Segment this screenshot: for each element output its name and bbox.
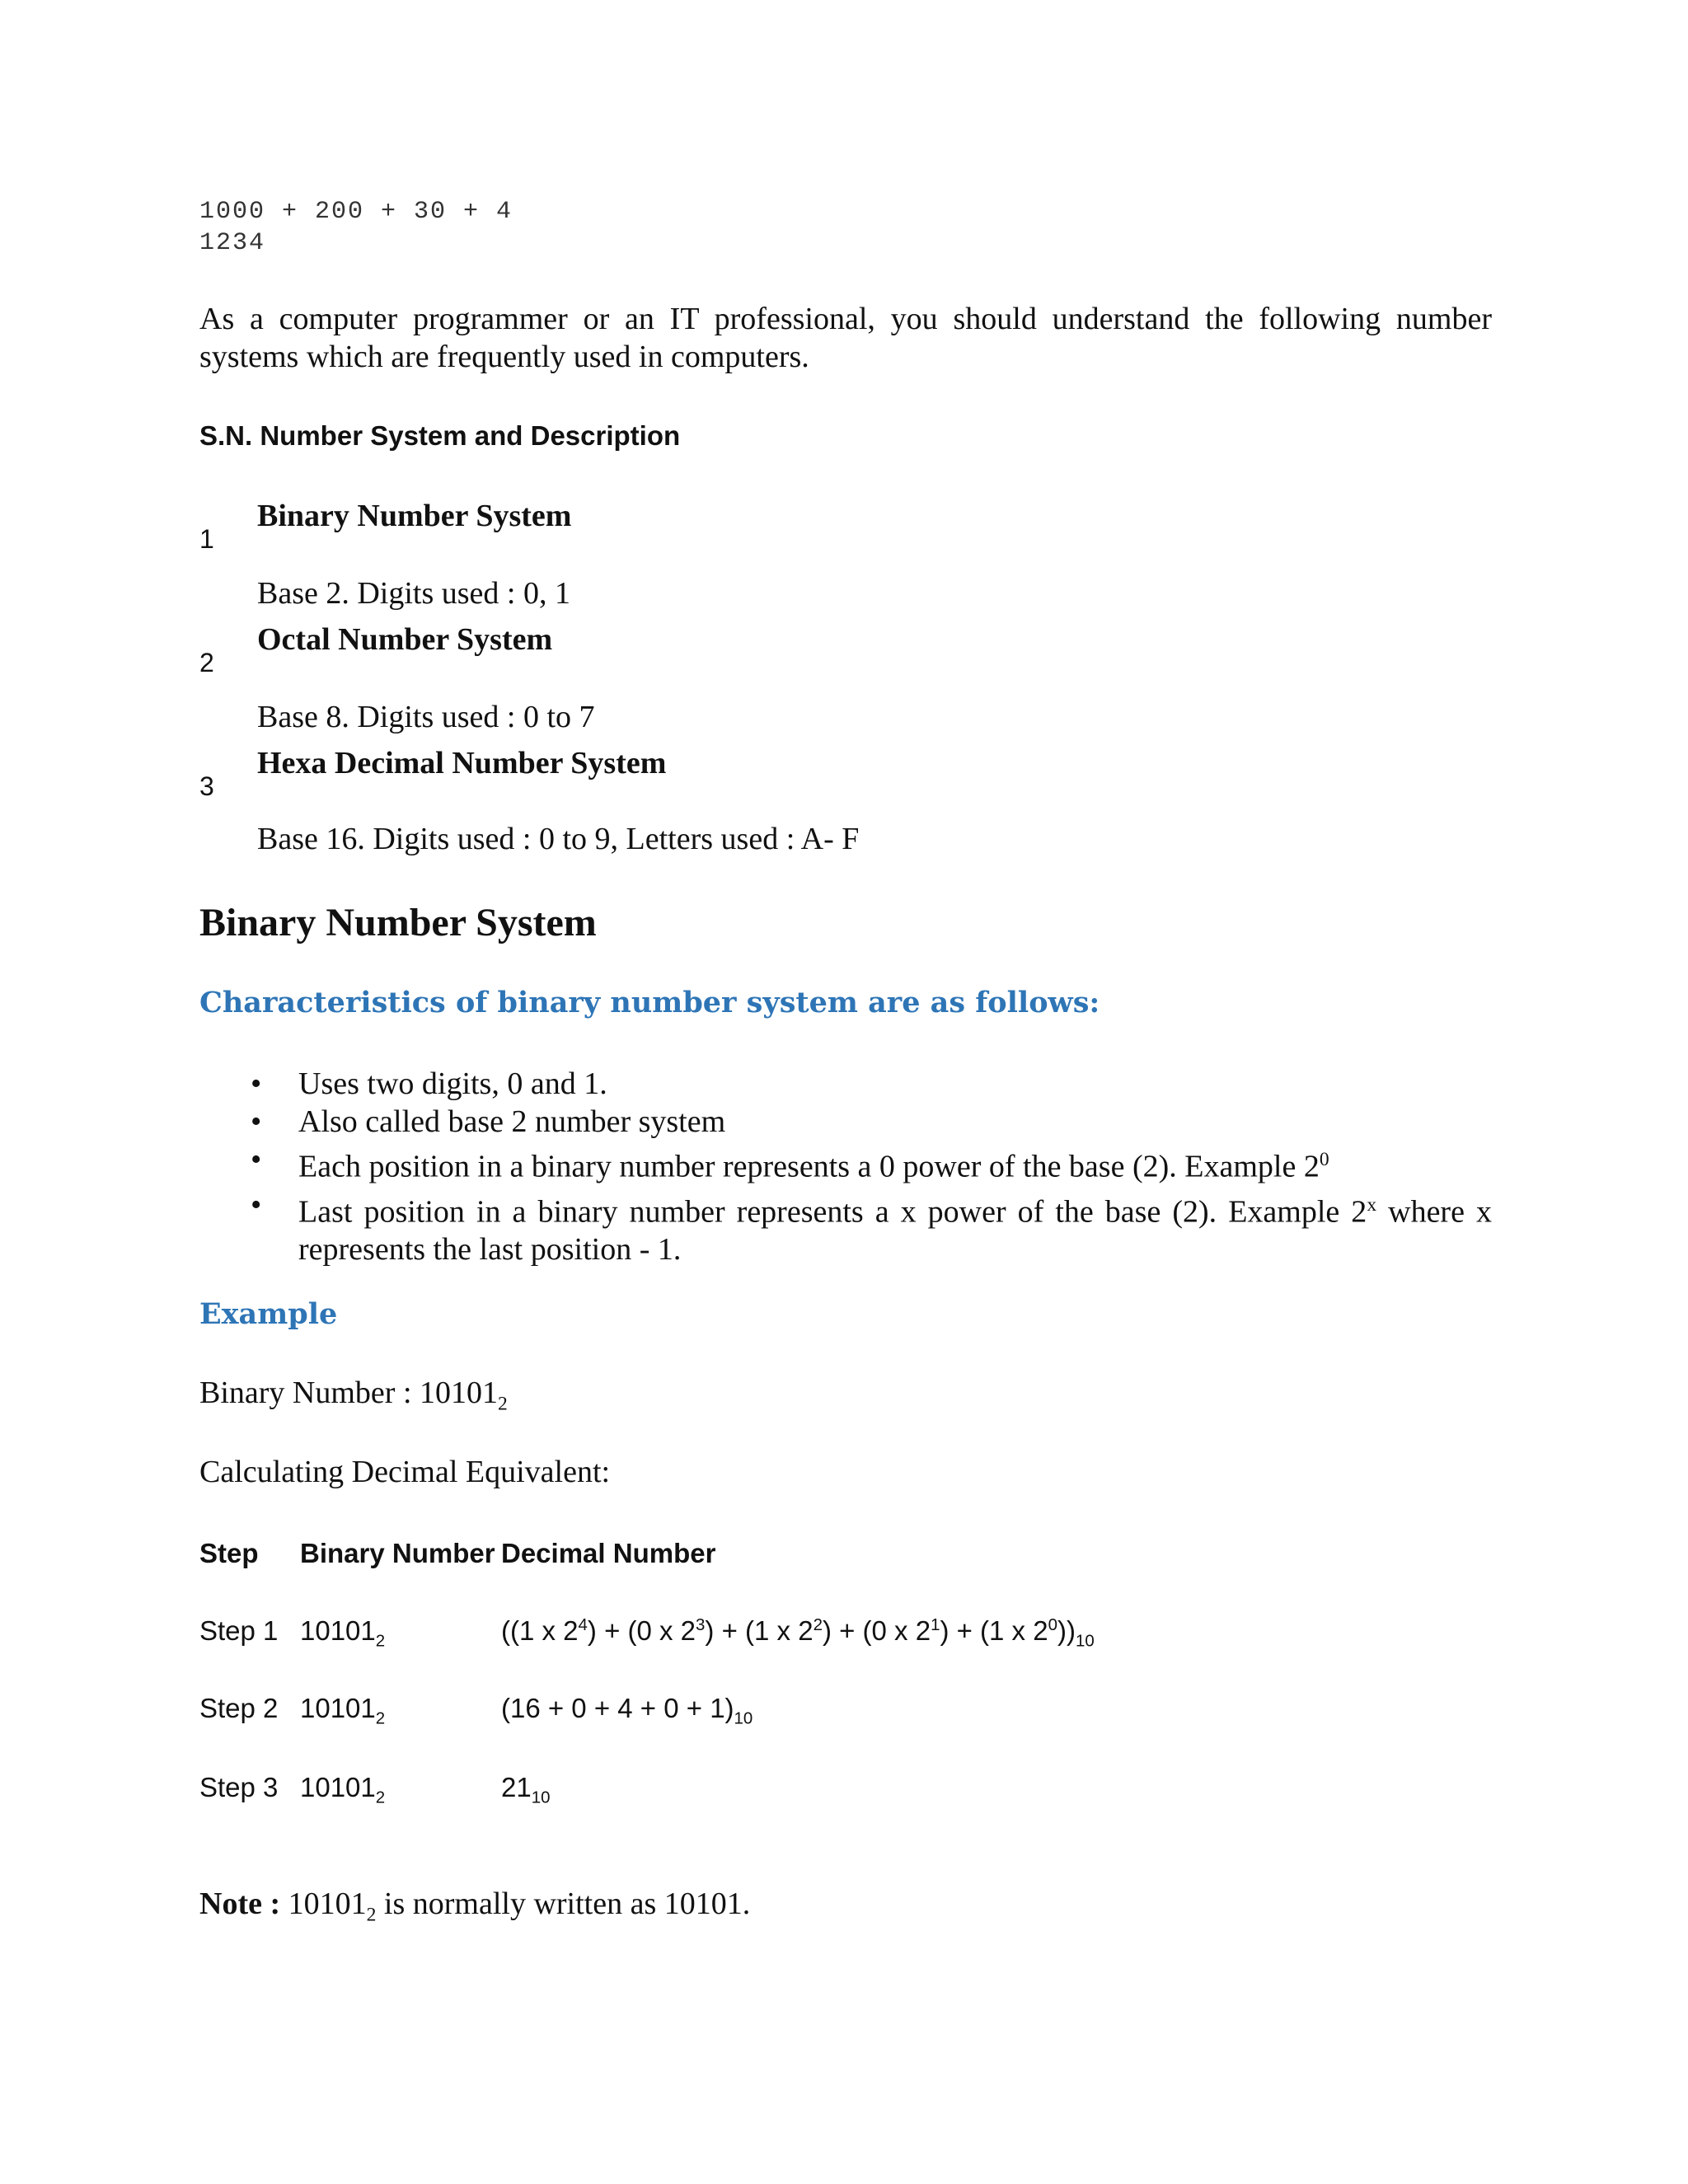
decimal-cell <box>501 1615 1095 1652</box>
number-system-title: Octal Number System <box>257 622 553 657</box>
binary-system-heading: Binary Number System <box>199 901 597 944</box>
expr-part: ) + (0 x 2 <box>822 1615 931 1646</box>
exponent: 4 <box>578 1615 588 1634</box>
code-line-result: 1234 <box>199 229 266 257</box>
list-item <box>199 1103 1492 1141</box>
expr-part: )) <box>1057 1615 1076 1646</box>
binary-number-value: 10101 <box>420 1376 499 1410</box>
table-header-step: Step <box>199 1538 259 1568</box>
note-value: 10101 <box>288 1886 367 1921</box>
intro-paragraph: As a computer programmer or an IT professional, you should understand the following number systems which are frequently used in computers. <box>199 302 1492 374</box>
decimal-cell <box>501 1693 753 1729</box>
note-rest: is normally written as 10101. <box>376 1886 751 1921</box>
binary-base: 2 <box>375 1788 386 1807</box>
bullet-icon: • <box>251 1187 262 1222</box>
binary-base: 2 <box>375 1708 386 1728</box>
bullet-icon: • <box>251 1066 262 1101</box>
number-system-description: Base 2. Digits used : 0, 1 <box>257 576 570 611</box>
binary-value: 10101 <box>300 1615 376 1646</box>
number-system-index: 2 <box>199 648 214 677</box>
binary-cell <box>300 1693 385 1729</box>
list-item-text-cont: where x represents the last position - 1. <box>298 1194 1492 1268</box>
list-item-text: Each position in a binary number represents a 0 power of the base (2). Example 2 <box>298 1149 1320 1184</box>
list-item-text: Uses two digits, 0 and 1. <box>298 1066 607 1101</box>
number-system-description: Base 8. Digits used : 0 to 7 <box>257 700 595 734</box>
expr-part: ) + (1 x 2 <box>705 1615 814 1646</box>
exponent: 0 <box>1048 1615 1057 1634</box>
binary-number-label: Binary Number : <box>199 1376 420 1410</box>
number-system-title: Hexa Decimal Number System <box>257 746 667 780</box>
number-system-description: Base 16. Digits used : 0 to 9, Letters used : A- F <box>257 822 860 856</box>
note-line <box>199 1886 750 1927</box>
list-item <box>199 1186 1492 1269</box>
list-item-text: Last position in a binary number represents a x power of the base (2). Example 2 <box>298 1194 1367 1230</box>
decimal-base: 10 <box>1075 1631 1095 1651</box>
exponent: 1 <box>931 1615 940 1634</box>
note-label: Note : <box>199 1886 288 1921</box>
decimal-base: 10 <box>734 1708 753 1728</box>
calculating-label: Calculating Decimal Equivalent: <box>199 1455 611 1489</box>
binary-value: 10101 <box>300 1772 376 1802</box>
exponent: 0 <box>1319 1149 1329 1170</box>
exponent: 3 <box>696 1615 706 1634</box>
bullet-icon: • <box>251 1104 262 1139</box>
number-system-index: 1 <box>199 524 214 554</box>
example-heading: Example <box>199 1297 338 1331</box>
number-system-index: 3 <box>199 771 214 801</box>
binary-cell <box>300 1615 385 1652</box>
characteristics-heading: Characteristics of binary number system are as follows: <box>199 986 1100 1019</box>
exponent: x <box>1367 1193 1377 1216</box>
step-cell: Step 3 <box>199 1772 279 1802</box>
step-cell: Step 1 <box>199 1615 279 1646</box>
expr-part: ) + (0 x 2 <box>587 1615 696 1646</box>
number-system-title: Binary Number System <box>257 499 572 533</box>
expr-part: 21 <box>501 1772 532 1802</box>
expr-part: ) + (1 x 2 <box>940 1615 1048 1646</box>
table-header-binary: Binary Number <box>300 1538 495 1568</box>
binary-value: 10101 <box>300 1693 376 1723</box>
bullet-icon: • <box>251 1142 262 1177</box>
sn-table-header: S.N. Number System and Description <box>199 420 681 451</box>
characteristics-list <box>199 1065 1492 1268</box>
binary-number-line <box>199 1375 508 1416</box>
note-base: 2 <box>366 1904 377 1926</box>
code-line-sum: 1000 + 200 + 30 + 4 <box>199 198 513 226</box>
expr-part: ((1 x 2 <box>501 1615 579 1646</box>
decimal-base: 10 <box>531 1788 551 1807</box>
step-cell: Step 2 <box>199 1693 279 1723</box>
table-header-decimal: Decimal Number <box>501 1538 716 1568</box>
decimal-cell <box>501 1772 550 1808</box>
binary-cell <box>300 1772 385 1808</box>
exponent: 2 <box>813 1615 823 1634</box>
list-item <box>199 1141 1492 1186</box>
expr-part: (16 + 0 + 4 + 0 + 1) <box>501 1693 734 1723</box>
list-item-text: Also called base 2 number system <box>298 1104 726 1139</box>
binary-base: 2 <box>375 1631 386 1651</box>
list-item <box>199 1065 1492 1103</box>
binary-number-base: 2 <box>498 1393 508 1415</box>
